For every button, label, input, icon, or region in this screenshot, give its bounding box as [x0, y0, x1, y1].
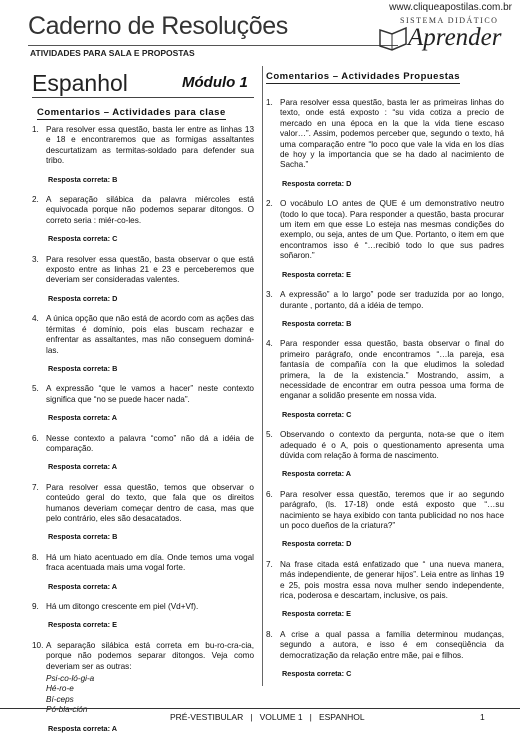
- question-number: 3.: [32, 254, 39, 264]
- syllable-example: Psi-co-ló-gi-a: [46, 674, 95, 684]
- syllable-example: Pó-bla-ción: [46, 705, 88, 715]
- question-text: A crise a qual passa a família determinou mudanças, segundo a autora, e isso é em conseqüência da democratização da relação entre mãe, pai e filhos.: [280, 629, 504, 660]
- question-number: 4.: [266, 339, 273, 349]
- question-text: Observando o contexto da pergunta, nota-se que o item adequado é o A, pois o questionamento apresenta uma dúvida com relação à forma de nascimento.: [280, 430, 504, 460]
- answer-label: Resposta correta: D: [282, 178, 352, 188]
- answer-label: Resposta correta: A: [48, 723, 118, 733]
- question-text: Na frase citada está enfatizado que “ una nueva manera, más independiente, de generar hijos”. Leia entre as linhas 19 e 25, pois mostra essa nova mulher sendo independente, rica, poderosa e descartam, inclusive, os pais.: [280, 559, 504, 601]
- module-label: Módulo 1: [182, 74, 248, 91]
- header-rule: [28, 45, 398, 46]
- question-text: Nesse contexto a palavra “como” não dá a idéia de comparação.: [46, 433, 254, 453]
- right-section-heading: Comentarios – Actividades Propuestas: [266, 71, 460, 82]
- question-number: 5.: [32, 384, 39, 394]
- column-divider: [262, 66, 263, 686]
- question-number: 7.: [32, 482, 39, 492]
- book-icon: [378, 24, 408, 52]
- question-item: [32, 641, 254, 672]
- question-item: [32, 255, 254, 286]
- question-number: 8.: [32, 552, 39, 562]
- left-column: [32, 125, 254, 744]
- answer-label: Resposta correta: D: [48, 293, 118, 303]
- question-item: [266, 199, 504, 261]
- answer-label: Resposta correta: C: [48, 234, 118, 244]
- question-number: 8.: [266, 629, 273, 639]
- question-number: 7.: [266, 559, 273, 569]
- answer-label: Resposta correta: A: [48, 462, 118, 472]
- question-number: 3.: [266, 290, 273, 300]
- question-text: A expressão” a lo largo” pode ser traduzida por ao longo, durante , portanto, dá a idéia de tempo.: [280, 290, 504, 310]
- question-text: A expressão “que le vamos a hacer” neste contexto significa que “no se puede hacer nada”.: [46, 384, 254, 404]
- answer-label: Resposta correta: B: [48, 363, 118, 373]
- question-item: [266, 560, 504, 602]
- syllable-example: Hé-ro-e: [46, 684, 74, 694]
- question-number: 4.: [32, 314, 39, 324]
- question-text: Para resolver essa questão, basta observar o que está exposto entre as linhas 21 e 23 e perceberemos que deveriam ser consideradas valentes.: [46, 254, 254, 285]
- page-subtitle: ATIVIDADES PARA SALA E PROPOSTAS: [30, 48, 195, 58]
- question-number: 6.: [266, 489, 273, 499]
- answer-label: Resposta correta: A: [48, 413, 118, 423]
- question-text: Para resolver essa questão, basta ler entre as linhas 13 e 18 e encontraremos que as formigas assaltantes descurtatizam as termitas-soldado para defender sua tribo.: [46, 125, 254, 166]
- question-item: [32, 602, 254, 612]
- answer-label: Resposta correta: E: [282, 609, 351, 619]
- answer-label: Resposta correta: A: [282, 469, 352, 479]
- answer-label: Resposta correta: B: [48, 532, 118, 542]
- question-item: [32, 384, 254, 405]
- answer-label: Resposta correta: E: [282, 269, 351, 279]
- subject-rule: [32, 97, 254, 98]
- question-item: [32, 125, 254, 167]
- question-number: 6.: [32, 433, 39, 443]
- question-item: [32, 553, 254, 574]
- answer-label: Resposta correta: C: [282, 409, 352, 419]
- question-item: [266, 630, 504, 661]
- page-number: 1: [480, 712, 485, 722]
- question-item: [266, 490, 504, 532]
- question-item: [266, 430, 504, 461]
- answer-label: Resposta correta: D: [282, 539, 352, 549]
- question-item: [266, 339, 504, 401]
- answer-label: Resposta correta: A: [48, 581, 118, 591]
- question-number: 9.: [32, 602, 39, 611]
- question-number: 5.: [266, 430, 273, 440]
- answer-label: Resposta correta: E: [48, 620, 117, 630]
- answer-label: Resposta correta: C: [282, 669, 352, 679]
- page-title: Caderno de Resoluções: [28, 12, 288, 40]
- question-text: Para resolver essa questão, temos que observar o conteúdo geral do texto, que fala que os direitos humanos deveriam começar dentro de casa, mas que pelo contrário, eles são desacatados.: [46, 482, 254, 523]
- question-item: [32, 314, 254, 356]
- question-item: [266, 290, 504, 311]
- source-url[interactable]: www.cliqueapostilas.com.br: [389, 2, 512, 13]
- question-text: Para resolver essa questão, basta ler as primeiras linhas do texto, onde está exposto : “su vida cotiza a precio de mercado en una época en la que la vida tiene escaso valor…”. Assim, podemos perceber que, segundo o texto, há uma comparação entre “lo poco que vale la vida en los días de hoy y la importancia que se ha dado al nacimiento de Sacha.”: [280, 98, 504, 170]
- question-number: 1.: [32, 125, 39, 134]
- question-number: 2.: [266, 199, 273, 209]
- syllable-example: Bí-ceps: [46, 694, 74, 704]
- question-item: [32, 195, 254, 226]
- footer-rule: [0, 708, 520, 709]
- right-column: [266, 98, 504, 689]
- question-text: Há um hiato acentuado em día. Onde temos uma vogal fraca acentuada mais uma vogal forte.: [46, 552, 254, 573]
- question-item: [32, 434, 254, 455]
- logo-name: Aprender: [408, 24, 502, 51]
- question-number: 1.: [266, 98, 273, 107]
- logo-system-label: SISTEMA DIDÁTICO: [400, 16, 499, 25]
- question-text: A única opção que não está de acordo com as ações das térmitas é domínio, pois elas buscam rechazar e enfrentar as assaltantes, mas não conseguem dominá-las.: [46, 314, 255, 355]
- left-section-heading: Comentarios – Actividades para clase: [37, 107, 226, 118]
- question-text: A separação silábica da palavra miércoles está equivocada porque não podemos separar ditongos. O correto seria : miér-co-les.: [46, 195, 254, 225]
- question-text: A separação silábica está correta em bu-ro-cra-cia, porque não podemos separar ditongos. Veja como deveriam ser as outras:: [46, 640, 254, 671]
- subject-title: Espanhol: [32, 70, 128, 96]
- question-text: Há um ditongo crescente em piel (Vd+Vf).: [46, 602, 199, 611]
- question-text: O vocábulo LO antes de QUE é um demonstrativo neutro (todo lo que toca). Para responder a questão, basta procurar um item em que esse Lo esteja nas mesmas condições do exemplo, ou seja, antes de um Que. Portanto, o item em que encontramos isso é “…recibió todo lo que sus padres soñaron.”: [280, 199, 504, 261]
- footer-text: PRÉ-VESTIBULAR | VOLUME 1 | ESPANHOL: [170, 712, 365, 722]
- answer-label: Resposta correta: B: [48, 174, 118, 184]
- answer-label: Resposta correta: B: [282, 318, 352, 328]
- question-number: 10.: [32, 640, 44, 650]
- question-text: Para resolver essa questão, teremos que ir ao segundo parágrafo, (ls. 17-18) onde está exposto que “…su nacimiento se haya exibido con tanta publicidad no nos hace un poco dueños de la criatura?”: [280, 489, 504, 530]
- question-item: [32, 483, 254, 525]
- publisher-logo: [378, 16, 508, 56]
- question-number: 2.: [32, 195, 39, 205]
- question-text: Para responder essa questão, basta observar o final do primeiro parágrafo, onde encontramos “…la pareja, esa fantasía de compañía con la que eludimos la soledad primera, la de la existencia.” Mostrando, assim, a necessidade de encontrar em outra pessoa uma forma de enganar a solidão presente em nossa vida.: [280, 339, 504, 401]
- question-item: [266, 98, 504, 171]
